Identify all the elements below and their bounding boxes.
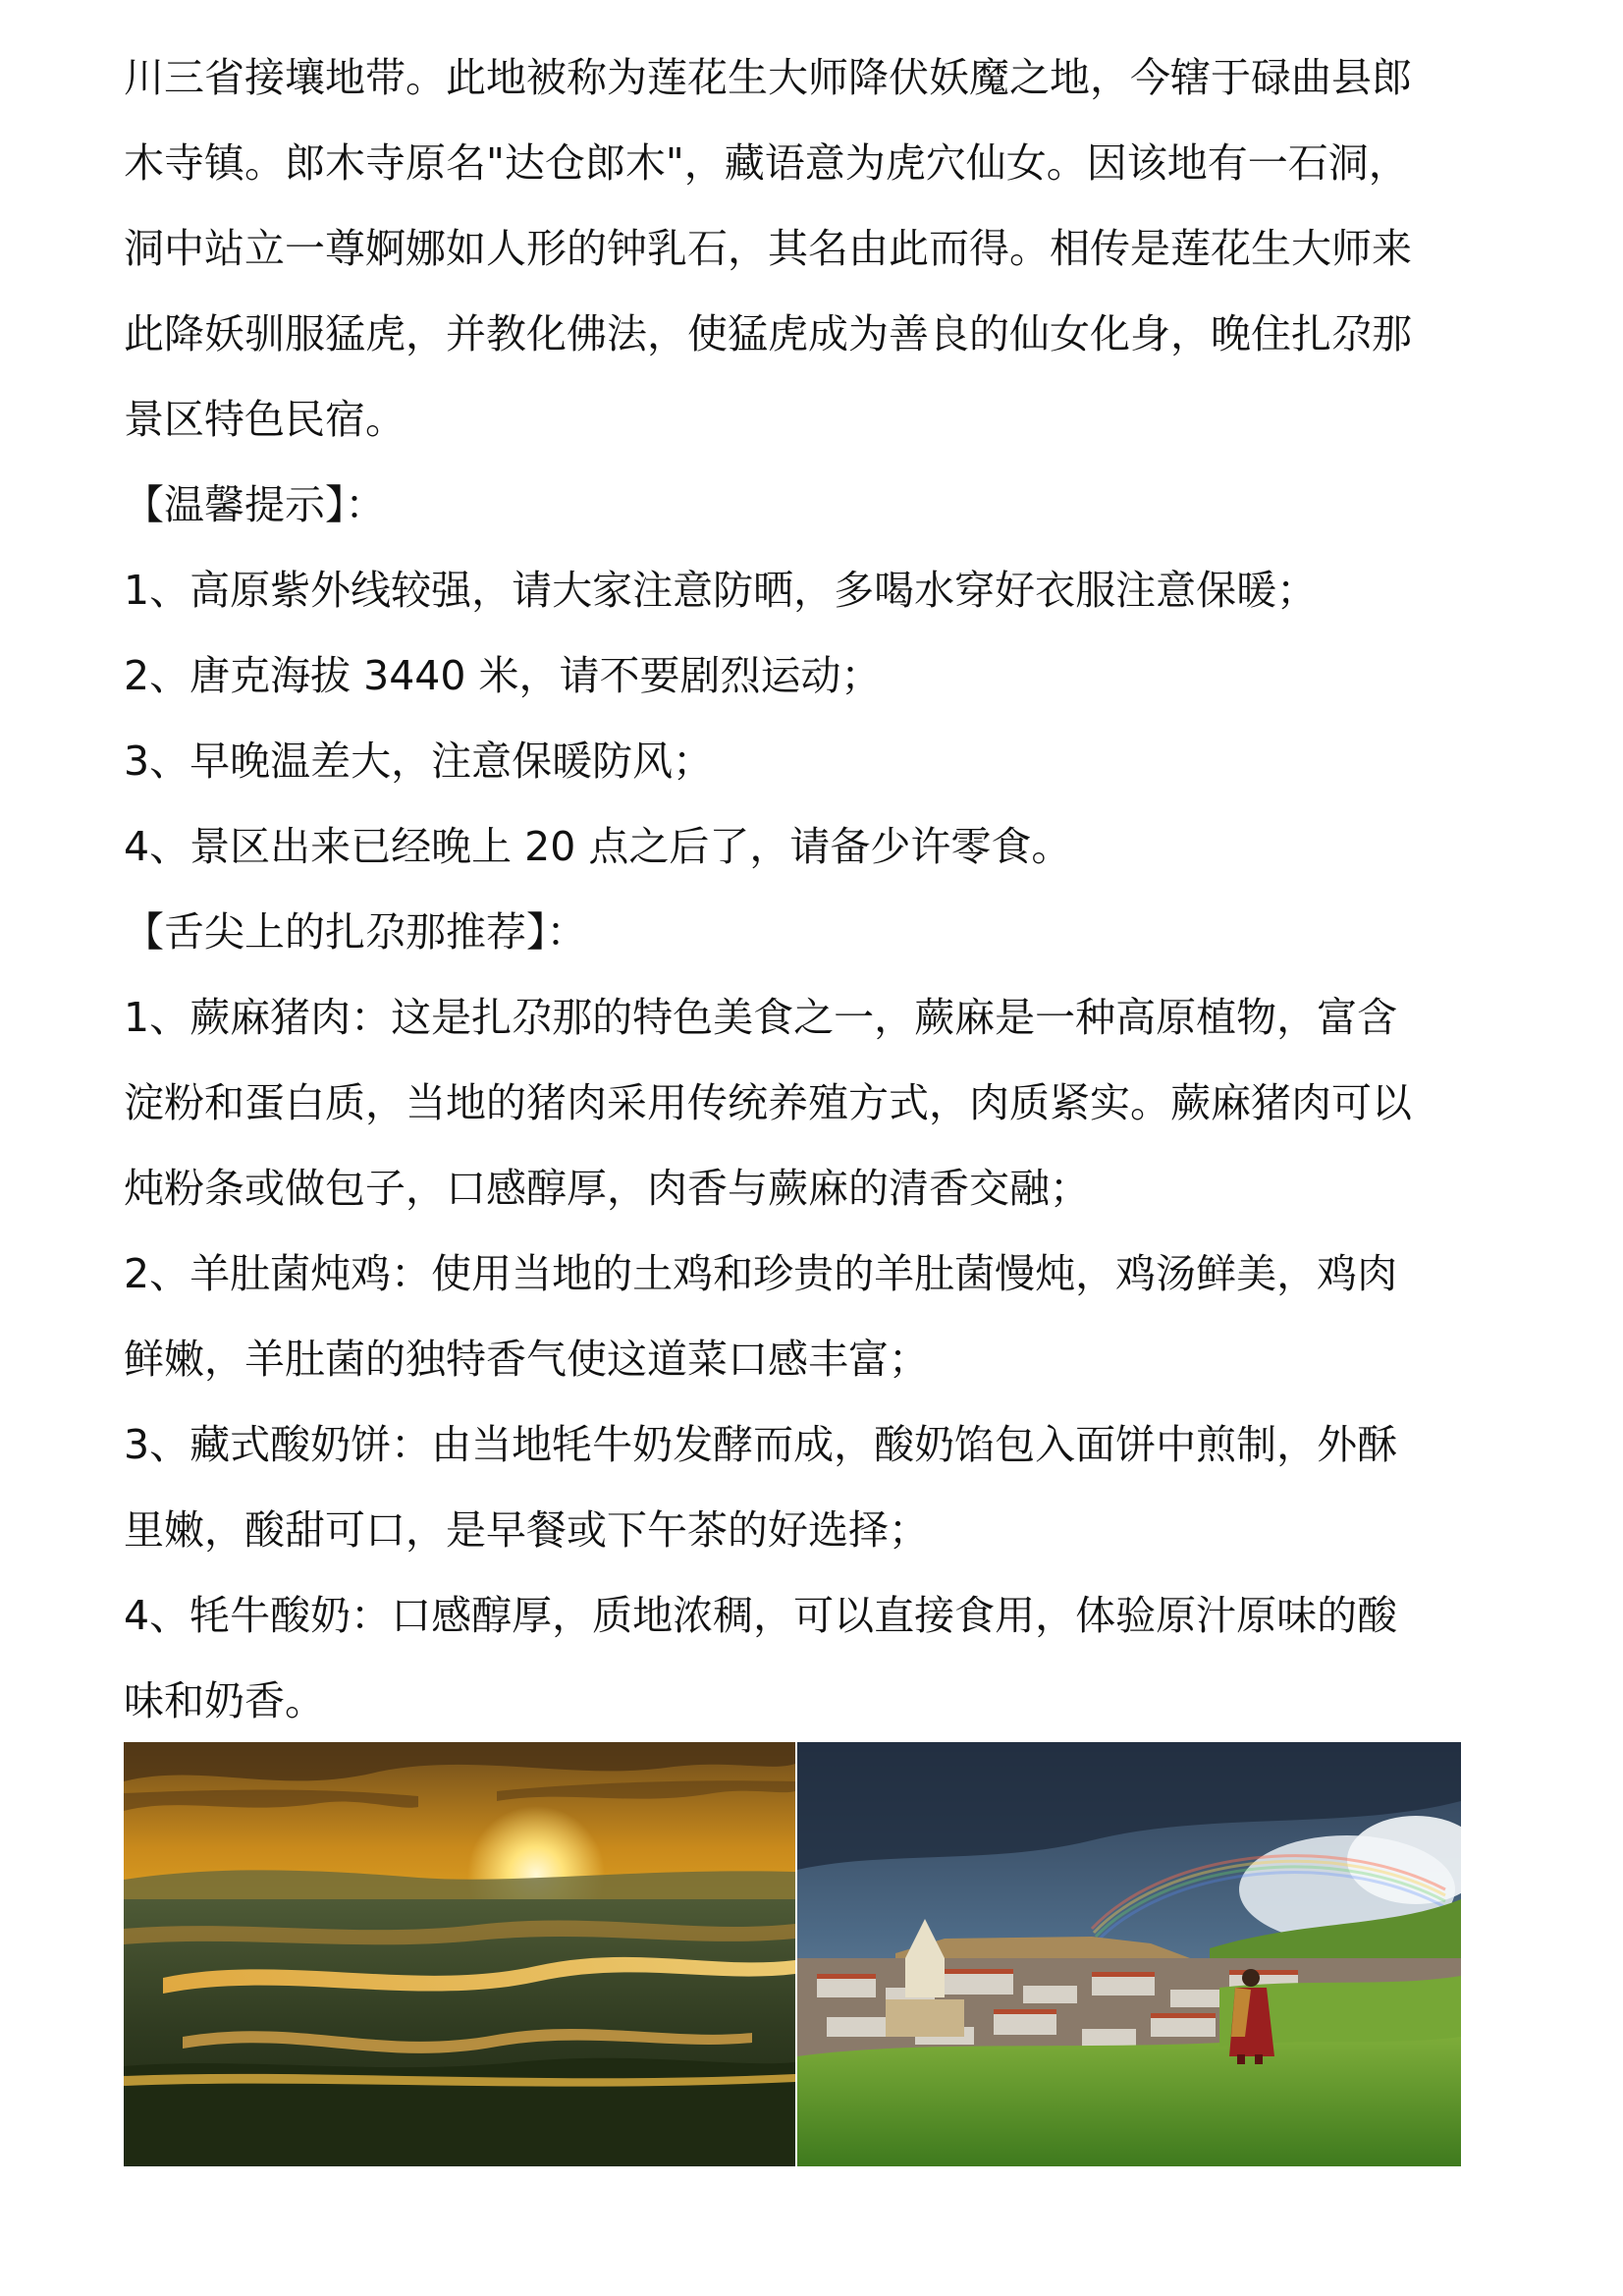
food-heading: 【舌尖上的扎尕那推荐】： — [124, 908, 587, 956]
food-line-7: 里嫩，酸甜可口，是早餐或下午茶的好选择； — [124, 1506, 929, 1554]
tips-heading: 【温馨提示】： — [124, 481, 386, 528]
intro-line-4: 此降妖驯服猛虎，并教化佛法，使猛虎成为善良的仙女化身，晚住扎尕那 — [124, 310, 1412, 357]
town-rainbow-monk-photo — [797, 1742, 1461, 2166]
tip-item-1: 1、高原紫外线较强，请大家注意防晒，多喝水穿好衣服注意保暖； — [124, 567, 1318, 614]
intro-line-1: 川三省接壤地带。此地被称为莲花生大师降伏妖魔之地，今辖于碌曲县郎 — [124, 54, 1412, 101]
tip-item-2: 2、唐克海拔 3440 米，请不要剧烈运动； — [124, 652, 882, 699]
food-line-1: 1、蕨麻猪肉：这是扎尕那的特色美食之一，蕨麻是一种高原植物，富含 — [124, 994, 1398, 1041]
food-line-5: 鲜嫩，羊肚菌的独特香气使这道菜口感丰富； — [124, 1336, 929, 1383]
photo-row — [124, 1742, 1461, 2166]
tip-item-4: 4、景区出来已经晚上 20 点之后了，请备少许零食。 — [124, 823, 1072, 870]
sunset-river-photo — [124, 1742, 795, 2166]
document-page — [124, 35, 1528, 1744]
intro-line-2: 木寺镇。郎木寺原名"达仓郎木"，藏语意为虎穴仙女。因该地有一石洞， — [124, 139, 1409, 187]
tip-item-3: 3、早晚温差大，注意保暖防风； — [124, 738, 714, 785]
food-line-2: 淀粉和蛋白质，当地的猪肉采用传统养殖方式，肉质紧实。蕨麻猪肉可以 — [124, 1079, 1412, 1126]
food-line-4: 2、羊肚菌炖鸡：使用当地的土鸡和珍贵的羊肚菌慢炖，鸡汤鲜美，鸡肉 — [124, 1250, 1398, 1297]
intro-line-3: 洞中站立一尊婀娜如人形的钟乳石，其名由此而得。相传是莲花生大师来 — [124, 225, 1412, 272]
food-line-8: 4、牦牛酸奶：口感醇厚，质地浓稠，可以直接食用，体验原汁原味的酸 — [124, 1592, 1398, 1639]
food-line-9: 味和奶香。 — [124, 1677, 325, 1724]
food-line-6: 3、藏式酸奶饼：由当地牦牛奶发酵而成，酸奶馅包入面饼中煎制，外酥 — [124, 1421, 1398, 1468]
intro-line-5: 景区特色民宿。 — [124, 396, 406, 443]
food-line-3: 炖粉条或做包子，口感醇厚，肉香与蕨麻的清香交融； — [124, 1165, 1090, 1212]
